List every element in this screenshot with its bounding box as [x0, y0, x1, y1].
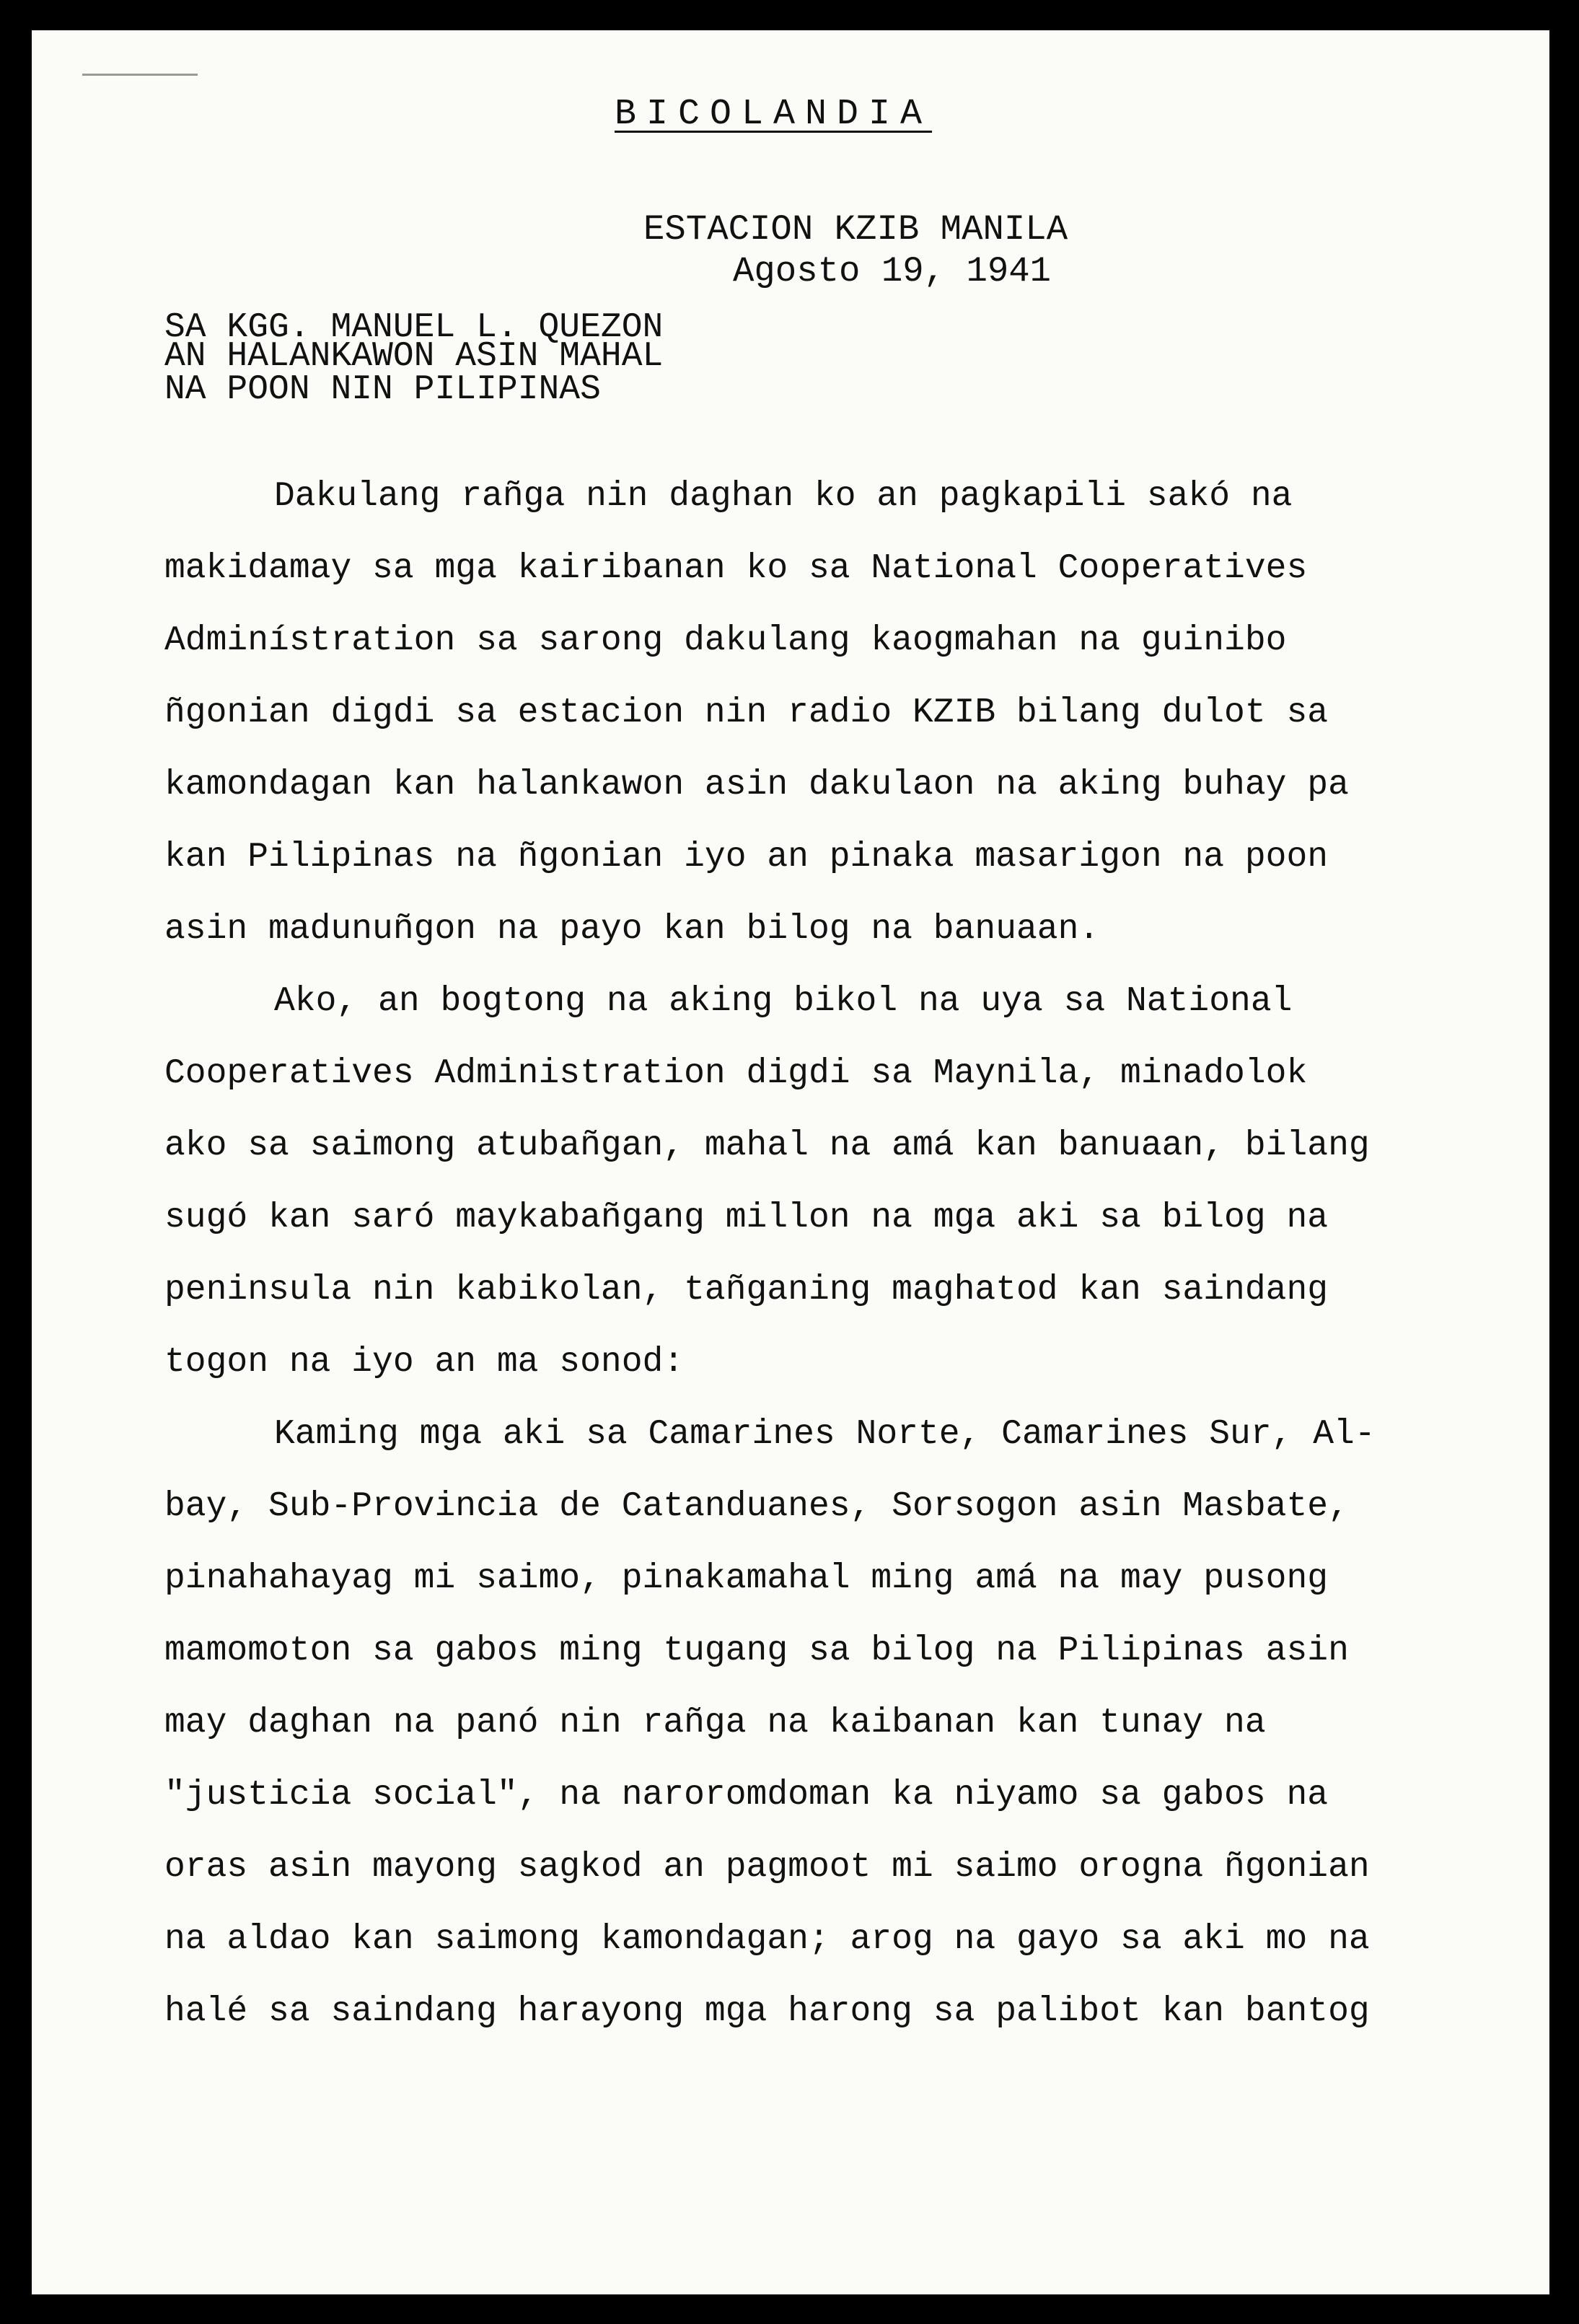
addressee-line-1: SA KGG. MANUEL L. QUEZON: [164, 308, 664, 347]
body-line: may daghan na panó nin rañga na kaibanan kan tunay na: [164, 1703, 1266, 1742]
scan-speck: [82, 74, 198, 76]
station-heading: ESTACION KZIB MANILA: [643, 209, 1068, 250]
body-line: kamondagan kan halankawon asin dakulaon na aking buhay pa: [164, 766, 1349, 804]
addressee-line-3: NA POON NIN PILIPINAS: [164, 370, 601, 409]
document-page: [32, 30, 1549, 2294]
body-line: Adminístration sa sarong dakulang kaogmahan na guinibo: [164, 621, 1287, 660]
body-line: makidamay sa mga kairibanan ko sa National Cooperatives: [164, 549, 1308, 588]
body-line: na aldao kan saimong kamondagan; arog na gayo sa aki mo na: [164, 1920, 1370, 1959]
addressee-line-2: AN HALANKAWON ASIN MAHAL: [164, 337, 664, 376]
body-line: Dakulang rañga nin daghan ko an pagkapili sakó na: [274, 477, 1293, 516]
letter-body: [164, 460, 1448, 2048]
body-line: ñgonian digdi sa estacion nin radio KZIB bilang dulot sa: [164, 693, 1329, 732]
body-line: sugó kan saró maykabañgang millon na mga aki sa bilog na: [164, 1198, 1329, 1237]
body-line: pinahahayag mi saimo, pinakamahal ming amá na may pusong: [164, 1559, 1329, 1598]
body-line: Cooperatives Administration digdi sa Maynila, minadolok: [164, 1054, 1308, 1093]
body-line: togon na iyo an ma sonod:: [164, 1343, 685, 1382]
body-line: oras asin mayong sagkod an pagmoot mi saimo orogna ñgonian: [164, 1848, 1370, 1887]
body-line: kan Pilipinas na ñgonian iyo an pinaka masarigon na poon: [164, 838, 1329, 877]
body-line: asin madunuñgon na payo kan bilog na banuaan.: [164, 910, 1100, 949]
body-line: peninsula nin kabikolan, tañganing maghatod kan saindang: [164, 1271, 1329, 1310]
body-line: "justicia social", na naroromdoman ka niyamo sa gabos na: [164, 1776, 1329, 1815]
body-line: ako sa saimong atubañgan, mahal na amá kan banuaan, bilang: [164, 1126, 1370, 1165]
body-line: Kaming mga aki sa Camarines Norte, Camarines Sur, Al-: [274, 1415, 1376, 1454]
body-line: halé sa saindang harayong mga harong sa palibot kan bantog: [164, 1992, 1370, 2031]
document-title: BICOLANDIA: [615, 94, 933, 135]
body-line: bay, Sub-Provincia de Catanduanes, Sorsogon asin Masbate,: [164, 1487, 1349, 1526]
body-line: mamomoton sa gabos ming tugang sa bilog na Pilipinas asin: [164, 1631, 1349, 1670]
body-line: Ako, an bogtong na aking bikol na uya sa National: [274, 982, 1293, 1021]
letter-date: Agosto 19, 1941: [733, 251, 1052, 291]
